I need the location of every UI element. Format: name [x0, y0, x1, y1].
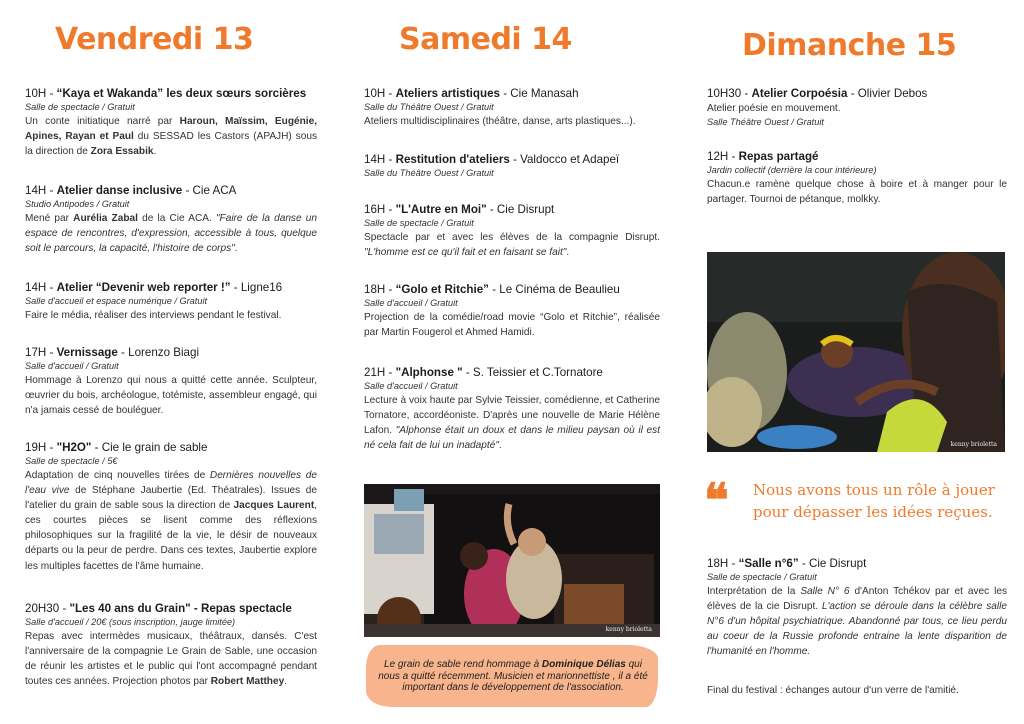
event-title — [364, 202, 660, 217]
description-segment: Salle N° 6 — [800, 586, 850, 597]
event-time: 10H30 - — [707, 87, 752, 100]
description-segment: Lecture à voix haute par Sylvie Teissier, comédienne, et Catherine Tornatore, accordéoniste. D'après une nouvelle de Marie Hélène Lafon. — [364, 395, 660, 437]
event-description — [364, 310, 660, 340]
event-title — [25, 345, 317, 360]
description-segment: Zora Essabik — [90, 146, 154, 158]
event-organizer: - Cie Manasah — [499, 87, 579, 100]
description-segment: Adaptation de cinq nouvelles tirées de — [25, 470, 210, 481]
event-venue: Salle d'accueil / Gratuit — [364, 298, 458, 308]
event-title — [25, 86, 317, 101]
event-time: 14H - — [25, 184, 57, 197]
event-item — [25, 345, 317, 418]
event-description — [707, 177, 1007, 207]
event-venue: Salle d'accueil / Gratuit — [364, 381, 458, 391]
event-description — [364, 114, 660, 129]
description-segment: Hommage à Lorenzo qui nous a quitté cette année. Sculpteur, œuvrier du bois, archéologue, totémiste, assembleur engagé, qui n'a jamais cessé de bouléguer. — [25, 375, 317, 417]
quote-icon: ❝ — [704, 473, 729, 527]
event-description — [25, 373, 317, 418]
event-venue: Salle du Théâtre Ouest / Gratuit — [364, 168, 494, 178]
event-time: 18H - — [364, 283, 396, 296]
event-item — [25, 280, 317, 323]
event-title — [25, 280, 317, 295]
description-segment: . — [566, 247, 570, 259]
event-venue: Jardin collectif (derrière la cour intérieure) — [707, 165, 877, 175]
description-segment: Repas avec intermèdes musicaux, théâtraux, dansés. C'est l'anniversaire de la compagnie Le Grain de Sable, une occasion de réunir les artistes et le public qui l'ont accompagné pendant toutes ces années. Projection photos par — [25, 631, 317, 688]
event-name: “Salle n°6” — [738, 557, 799, 570]
event-venue: Salle d'accueil / 20€ (sous inscription, jauge limitée) — [25, 617, 236, 627]
quote-text: Nous avons tous un rôle à jouer pour dépasser les idées reçues. — [753, 481, 995, 521]
event-time: 21H - — [364, 366, 396, 379]
event-organizer: - Cie Disrupt — [798, 557, 867, 570]
event-title — [364, 86, 660, 101]
event-name: Atelier danse inclusive — [56, 184, 183, 197]
event-time: 10H - — [364, 87, 396, 100]
description-segment: "L'homme est ce qu'il fait et en faisant se fait" — [364, 247, 567, 259]
event-time: 16H - — [364, 203, 396, 216]
event-name: Vernissage — [56, 346, 118, 359]
event-description — [25, 114, 317, 159]
final-note: Final du festival : échanges autour d'un verre de l'amitié. — [707, 685, 959, 696]
event-item — [25, 86, 317, 159]
event-title — [364, 365, 660, 380]
event-item — [707, 556, 1007, 659]
event-title — [25, 601, 317, 616]
description-segment: Ateliers multidisciplinaires (théâtre, danse, arts plastiques...). — [364, 116, 636, 127]
photo-credit: kenny brioletta — [605, 626, 652, 633]
description-segment: de Stéphane Jaubertie (Ed. Théatrales). Issues de l'atelier du grain de sable sous la direction de — [25, 485, 318, 512]
event-description — [25, 211, 317, 256]
event-name: Ateliers artistiques — [395, 87, 500, 100]
event-title — [364, 282, 660, 297]
event-title — [25, 183, 317, 198]
description-segment: "Alphonse était un doux et dans le milieu paysan où il est né cela fait de lui un inadapté" — [364, 425, 660, 452]
event-name: “Kaya et Wakanda” les deux sœurs sorcières — [56, 87, 307, 100]
event-description — [707, 101, 1007, 116]
event-name: Restitution d'ateliers — [395, 153, 510, 166]
event-venue: Salle de spectacle / Gratuit — [707, 572, 817, 582]
event-time: 18H - — [707, 557, 739, 570]
event-organizer: - Lorenzo Biagi — [117, 346, 200, 359]
event-time: 12H - — [707, 150, 739, 163]
description-segment: Un conte initiatique narré par — [25, 116, 180, 127]
description-segment: . — [498, 440, 502, 452]
event-name: Atelier “Devenir web reporter !” — [56, 281, 231, 294]
event-title — [25, 440, 317, 455]
event-item — [364, 282, 660, 340]
event-organizer: - Cie le grain de sable — [91, 441, 208, 454]
performance-photo — [707, 252, 1005, 452]
description-segment: "Faire de la danse un espace de rencontres, d'expression, accessible à tous, quelque soit le parcours, la capacité, l'histoire de corps" — [25, 213, 317, 255]
event-time: 19H - — [25, 441, 57, 454]
event-title — [707, 556, 1007, 571]
day-title-saturday: Samedi 14 — [399, 22, 572, 57]
description-segment: Jacques Laurent — [233, 500, 315, 512]
event-item — [707, 86, 1007, 129]
description-segment: de la Cie ACA. — [137, 213, 216, 224]
description-segment: Projection de la comédie/road movie “Golo et Ritchie”, réalisée par Martin Fougerol et Ahmed Hamidi. — [364, 312, 660, 339]
event-venue: Salle Théâtre Ouest / Gratuit — [707, 117, 824, 128]
tribute-pre: Le grain de sable rend hommage à — [384, 659, 542, 670]
event-organizer: - S. Teissier et C.Tornatore — [462, 366, 603, 379]
tribute-post: qui nous a quitté récemment. Musicien et marionnettiste , il a été important dans le développement de l'association. — [378, 659, 648, 693]
event-organizer: - Le Cinéma de Beaulieu — [488, 283, 620, 296]
event-venue: Salle du Théâtre Ouest / Gratuit — [364, 102, 494, 112]
day-title-sunday: Dimanche 15 — [742, 28, 957, 63]
description-segment: Spectacle par et avec les élèves de la compagnie Disrupt. — [364, 232, 660, 243]
event-item — [364, 86, 660, 129]
event-venue: Salle d'accueil / Gratuit — [25, 361, 119, 371]
description-segment: . — [153, 146, 157, 158]
event-item — [707, 149, 1007, 207]
event-item — [25, 440, 317, 574]
event-organizer: - Cie Disrupt — [486, 203, 555, 216]
event-venue: Salle de spectacle / Gratuit — [364, 218, 474, 228]
event-name: “Golo et Ritchie” — [395, 283, 489, 296]
event-time: 14H - — [364, 153, 396, 166]
event-organizer: - Olivier Debos — [847, 87, 928, 100]
description-segment: Faire le média, réaliser des interviews pendant le festival. — [25, 310, 282, 321]
event-description — [25, 308, 317, 323]
event-item — [364, 152, 660, 180]
description-segment: Interprétation de la — [707, 586, 801, 597]
event-time: 10H - — [25, 87, 57, 100]
event-item — [364, 365, 660, 453]
description-segment: Robert Matthey — [210, 676, 285, 688]
event-description — [364, 393, 660, 453]
event-name: "H2O" — [56, 441, 92, 454]
day-title-friday: Vendredi 13 — [55, 22, 254, 57]
event-description — [364, 230, 660, 260]
description-segment: Mené par — [25, 213, 74, 224]
tribute-text — [372, 659, 654, 694]
event-title — [707, 149, 1007, 164]
theatre-photo — [364, 484, 660, 637]
tribute-name: Dominique Délias — [541, 659, 626, 670]
description-segment: Aurélia Zabal — [73, 213, 138, 224]
event-name: Atelier Corpoésia — [751, 87, 848, 100]
description-segment: . — [234, 243, 238, 255]
description-segment: . — [284, 676, 288, 688]
event-item — [25, 183, 317, 256]
description-segment: d'Anton Tchékov par et avec les élèves de la cie Disrupt. — [707, 586, 1007, 613]
description-segment: Atelier poésie en mouvement. — [707, 103, 841, 114]
description-segment: Haroun, Maïssim, Eugénie, Apines, Rayan et Paul — [25, 116, 317, 143]
event-description — [25, 629, 317, 689]
description-segment: , ces courtes pièces se lisent comme des réflexions philosophiques sur la fragilité de la vie, le désir de nouveaux départs ou la peur de perdre. Dans ces textes, Jaubertie explore les multiples facettes de l'âme humaine. — [25, 500, 317, 572]
event-name: "Alphonse " — [395, 366, 463, 379]
event-organizer: - Ligne16 — [230, 281, 283, 294]
event-name: "L'Autre en Moi" — [395, 203, 487, 216]
event-name: "Les 40 ans du Grain" - Repas spectacle — [69, 602, 292, 615]
description-segment: Chacun.e ramène quelque chose à boire et à manger pour le partager. Tournoi de pétanque, molkky. — [707, 179, 1007, 206]
event-venue: Salle de spectacle / 5€ — [25, 456, 118, 466]
description-segment: L'action se déroule dans la célèbre salle N°6 d'un hôpital psychiatrique. Abandonné par tous, ce lieu perdu au coeur de la Russie profonde entraine la lente disparition de l'humanité en l'homme. — [707, 601, 1007, 658]
event-item — [364, 202, 660, 260]
event-venue: Salle d'accueil et espace numérique / Gratuit — [25, 296, 208, 306]
event-organizer: - Cie ACA — [182, 184, 237, 197]
event-time: 17H - — [25, 346, 57, 359]
event-title — [364, 152, 660, 167]
event-description — [707, 584, 1007, 659]
event-organizer: - Valdocco et Adapeï — [509, 153, 620, 166]
photo-credit-2: kenny brioletta — [950, 441, 997, 448]
event-venue: Salle de spectacle / Gratuit — [25, 102, 135, 112]
event-time: 20H30 - — [25, 602, 70, 615]
description-segment: Dernières nouvelles de l'eau vive — [25, 470, 317, 497]
event-venue: Studio Antipodes / Gratuit — [25, 199, 130, 209]
event-name: Repas partagé — [738, 150, 819, 163]
event-item — [25, 601, 317, 689]
event-title — [707, 86, 1007, 101]
description-segment: du SESSAD les Castors (APAJH) sous la direction de — [25, 131, 317, 158]
event-time: 14H - — [25, 281, 57, 294]
event-description — [25, 468, 317, 574]
